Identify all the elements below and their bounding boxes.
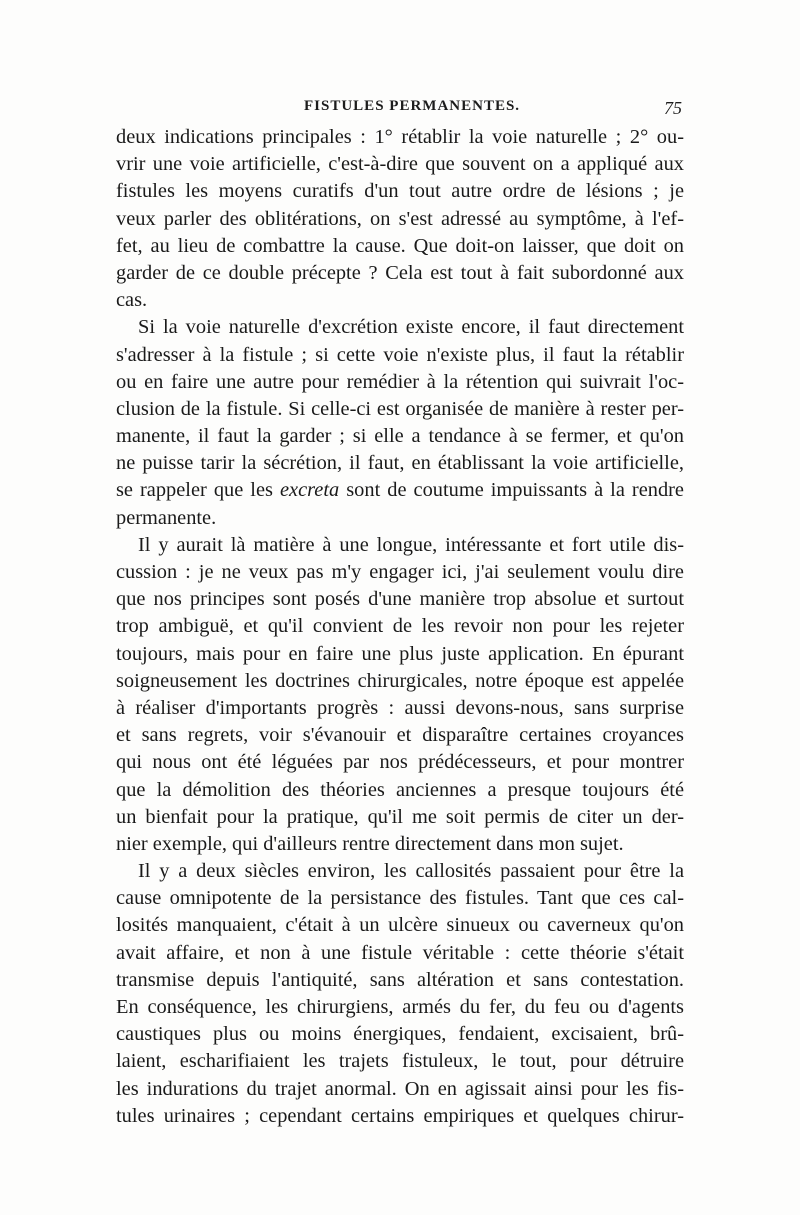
text-body	[116, 124, 684, 1130]
text-line: trop ambiguë, et qu'il convient de les revoir non pour les rejeter	[116, 615, 684, 638]
paragraph-1	[116, 124, 684, 314]
text-line: ne puisse tarir la sécrétion, il faut, en établissant la voie artificielle,	[116, 452, 684, 475]
text-line: fistules les moyens curatifs d'un tout autre ordre de lésions ; je	[116, 180, 684, 203]
italic-term: excreta	[279, 479, 340, 502]
text-line: que nos principes sont posés d'une manière trop absolue et surtout	[116, 588, 684, 611]
text-line: ou en faire une autre pour remédier à la rétention qui suivrait l'oc-	[116, 370, 684, 393]
running-title: FISTULES PERMANENTES.	[304, 98, 521, 114]
running-head	[116, 98, 682, 122]
text-line: transmise depuis l'antiquité, sans altération et sans contestation.	[116, 968, 684, 991]
text-line: permanente.	[116, 506, 217, 529]
text-line: losités manquaient, c'était à un ulcère sinueux ou caverneux qu'on	[116, 914, 684, 937]
text-line: veux parler des oblitérations, on s'est adressé au symptôme, à l'ef-	[116, 207, 684, 230]
text-line: laient, escharifiaient les trajets fistuleux, le tout, pour détruire	[116, 1050, 684, 1073]
text-line: caustiques plus ou moins énergiques, fendaient, excisaient, brû-	[116, 1023, 684, 1046]
text-line: toujours, mais pour en faire une plus juste application. En épurant	[116, 642, 684, 665]
text-line-mixed	[116, 477, 684, 504]
text-segment: sont de coutume impuissants à la rendre	[346, 479, 684, 502]
text-line: qui nous ont été léguées par nos prédécesseurs, et pour montrer	[116, 751, 684, 774]
text-line: nier exemple, qui d'ailleurs rentre directement dans mon sujet.	[116, 832, 624, 855]
paragraph-4	[116, 858, 684, 1130]
text-line: s'adresser à la fistule ; si cette voie n'existe plus, il faut la rétablir	[116, 343, 684, 366]
text-line: Il y a deux siècles environ, les callosités passaient pour être la	[138, 860, 684, 883]
text-line: soigneusement les doctrines chirurgicales, notre époque est appelée	[116, 669, 684, 692]
text-line: En conséquence, les chirurgiens, armés du fer, du feu ou d'agents	[116, 996, 684, 1018]
text-line: cause omnipotente de la persistance des fistules. Tant que ces cal-	[116, 887, 684, 910]
text-line: cussion : je ne veux pas m'y engager ici, j'ai seulement voulu dire	[116, 561, 684, 583]
text-line: Il y aurait là matière à une longue, intéressante et fort utile dis-	[138, 533, 684, 556]
text-line: un bienfait pour la pratique, qu'il me soit permis de citer un der-	[116, 805, 684, 828]
text-line: et sans regrets, voir s'évanouir et disparaître certaines croyances	[116, 724, 684, 747]
paragraph-2	[116, 314, 684, 532]
text-line: cas.	[116, 289, 148, 312]
text-line: garder de ce double précepte ? Cela est tout à fait subordonné aux	[116, 261, 684, 284]
text-line: fet, au lieu de combattre la cause. Que doit-on laisser, que doit on	[116, 234, 684, 257]
text-line: clusion de la fistule. Si celle-ci est organisée de manière à rester per-	[116, 397, 684, 420]
text-segment: se rappeler que les	[116, 479, 273, 502]
text-line: vrir une voie artificielle, c'est-à-dire que souvent on a appliqué aux	[116, 153, 684, 176]
page-number: 75	[664, 98, 682, 118]
text-line: que la démolition des théories anciennes a presque toujours été	[116, 778, 684, 801]
text-line: manente, il faut la garder ; si elle a tendance à se fermer, et qu'on	[116, 425, 684, 448]
text-line: Si la voie naturelle d'excrétion existe encore, il faut directement	[138, 316, 684, 339]
text-line: à réaliser d'importants progrès : aussi devons-nous, sans surprise	[116, 696, 684, 719]
text-line: avait affaire, et non à une fistule véritable : cette théorie s'était	[116, 941, 684, 964]
text-line: les indurations du trajet anormal. On en agissait ainsi pour les fis-	[116, 1077, 684, 1100]
paragraph-3	[116, 532, 684, 858]
text-line: tules urinaires ; cependant certains empiriques et quelques chirur-	[116, 1104, 684, 1127]
text-line: deux indications principales : 1° rétablir la voie naturelle ; 2° ou-	[116, 126, 684, 148]
